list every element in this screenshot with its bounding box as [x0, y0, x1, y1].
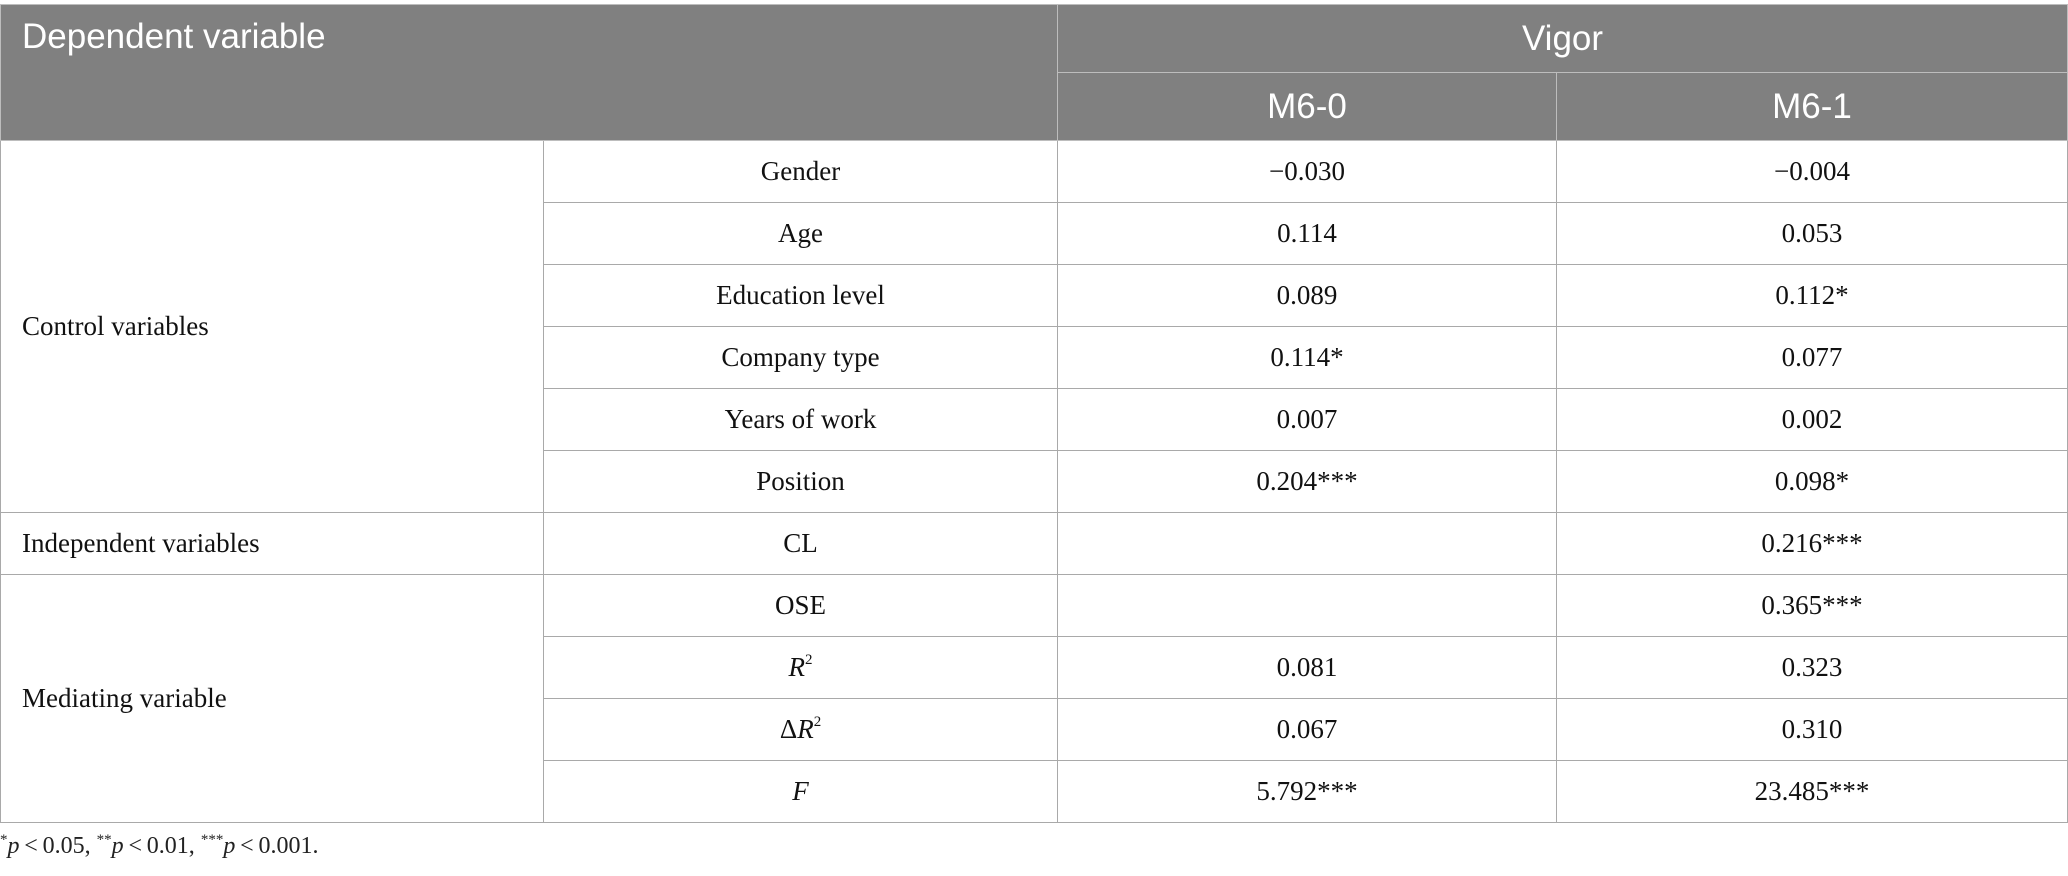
vigor-header: Vigor — [1058, 5, 2068, 73]
row-label: Age — [544, 203, 1058, 265]
value-m6-1: 0.002 — [1557, 389, 2068, 451]
value-m6-0: 0.067 — [1058, 699, 1557, 761]
value-m6-0 — [1058, 575, 1557, 637]
value-m6-0: 0.204*** — [1058, 451, 1557, 513]
value-m6-1: −0.004 — [1557, 141, 2068, 203]
value-m6-0: 0.089 — [1058, 265, 1557, 327]
table-row — [1, 141, 2068, 203]
value-m6-1: 0.365*** — [1557, 575, 2068, 637]
value-m6-0 — [1058, 513, 1557, 575]
table-row — [1, 575, 2068, 637]
row-label: OSE — [544, 575, 1058, 637]
value-m6-0: 0.114 — [1058, 203, 1557, 265]
significance-footnote: *p < 0.05, **p < 0.01, ***p < 0.001. — [0, 832, 319, 859]
row-label: Gender — [544, 141, 1058, 203]
value-m6-1: 0.323 — [1557, 637, 2068, 699]
value-m6-1: 0.077 — [1557, 327, 2068, 389]
value-m6-1: 0.098* — [1557, 451, 2068, 513]
row-label: Company type — [544, 327, 1058, 389]
regression-table — [0, 4, 2068, 823]
value-m6-0: −0.030 — [1058, 141, 1557, 203]
row-label: Position — [544, 451, 1058, 513]
value-m6-1: 0.216*** — [1557, 513, 2068, 575]
row-label-r-squared: $R^2$ — [544, 637, 1058, 699]
value-m6-0: 0.081 — [1058, 637, 1557, 699]
table-row — [1, 513, 2068, 575]
row-label: CL — [544, 513, 1058, 575]
model-m6-1-header: M6-1 — [1557, 73, 2068, 141]
value-m6-0: 0.007 — [1058, 389, 1557, 451]
value-m6-0: 0.114* — [1058, 327, 1557, 389]
group-independent-variables: Independent variables — [1, 513, 544, 575]
value-m6-0: 5.792*** — [1058, 761, 1557, 823]
value-m6-1: 23.485*** — [1557, 761, 2068, 823]
value-m6-1: 0.310 — [1557, 699, 2068, 761]
model-m6-0-header: M6-0 — [1058, 73, 1557, 141]
row-label: Education level — [544, 265, 1058, 327]
row-label: Years of work — [544, 389, 1058, 451]
dependent-variable-header: Dependent variable — [1, 5, 1058, 141]
group-mediating-variable: Mediating variable — [1, 575, 544, 823]
group-control-variables: Control variables — [1, 141, 544, 513]
value-m6-1: 0.053 — [1557, 203, 2068, 265]
row-label-f: F — [544, 761, 1058, 823]
row-label-delta-r-squared: $\Delta R^2$ — [544, 699, 1058, 761]
value-m6-1: 0.112* — [1557, 265, 2068, 327]
